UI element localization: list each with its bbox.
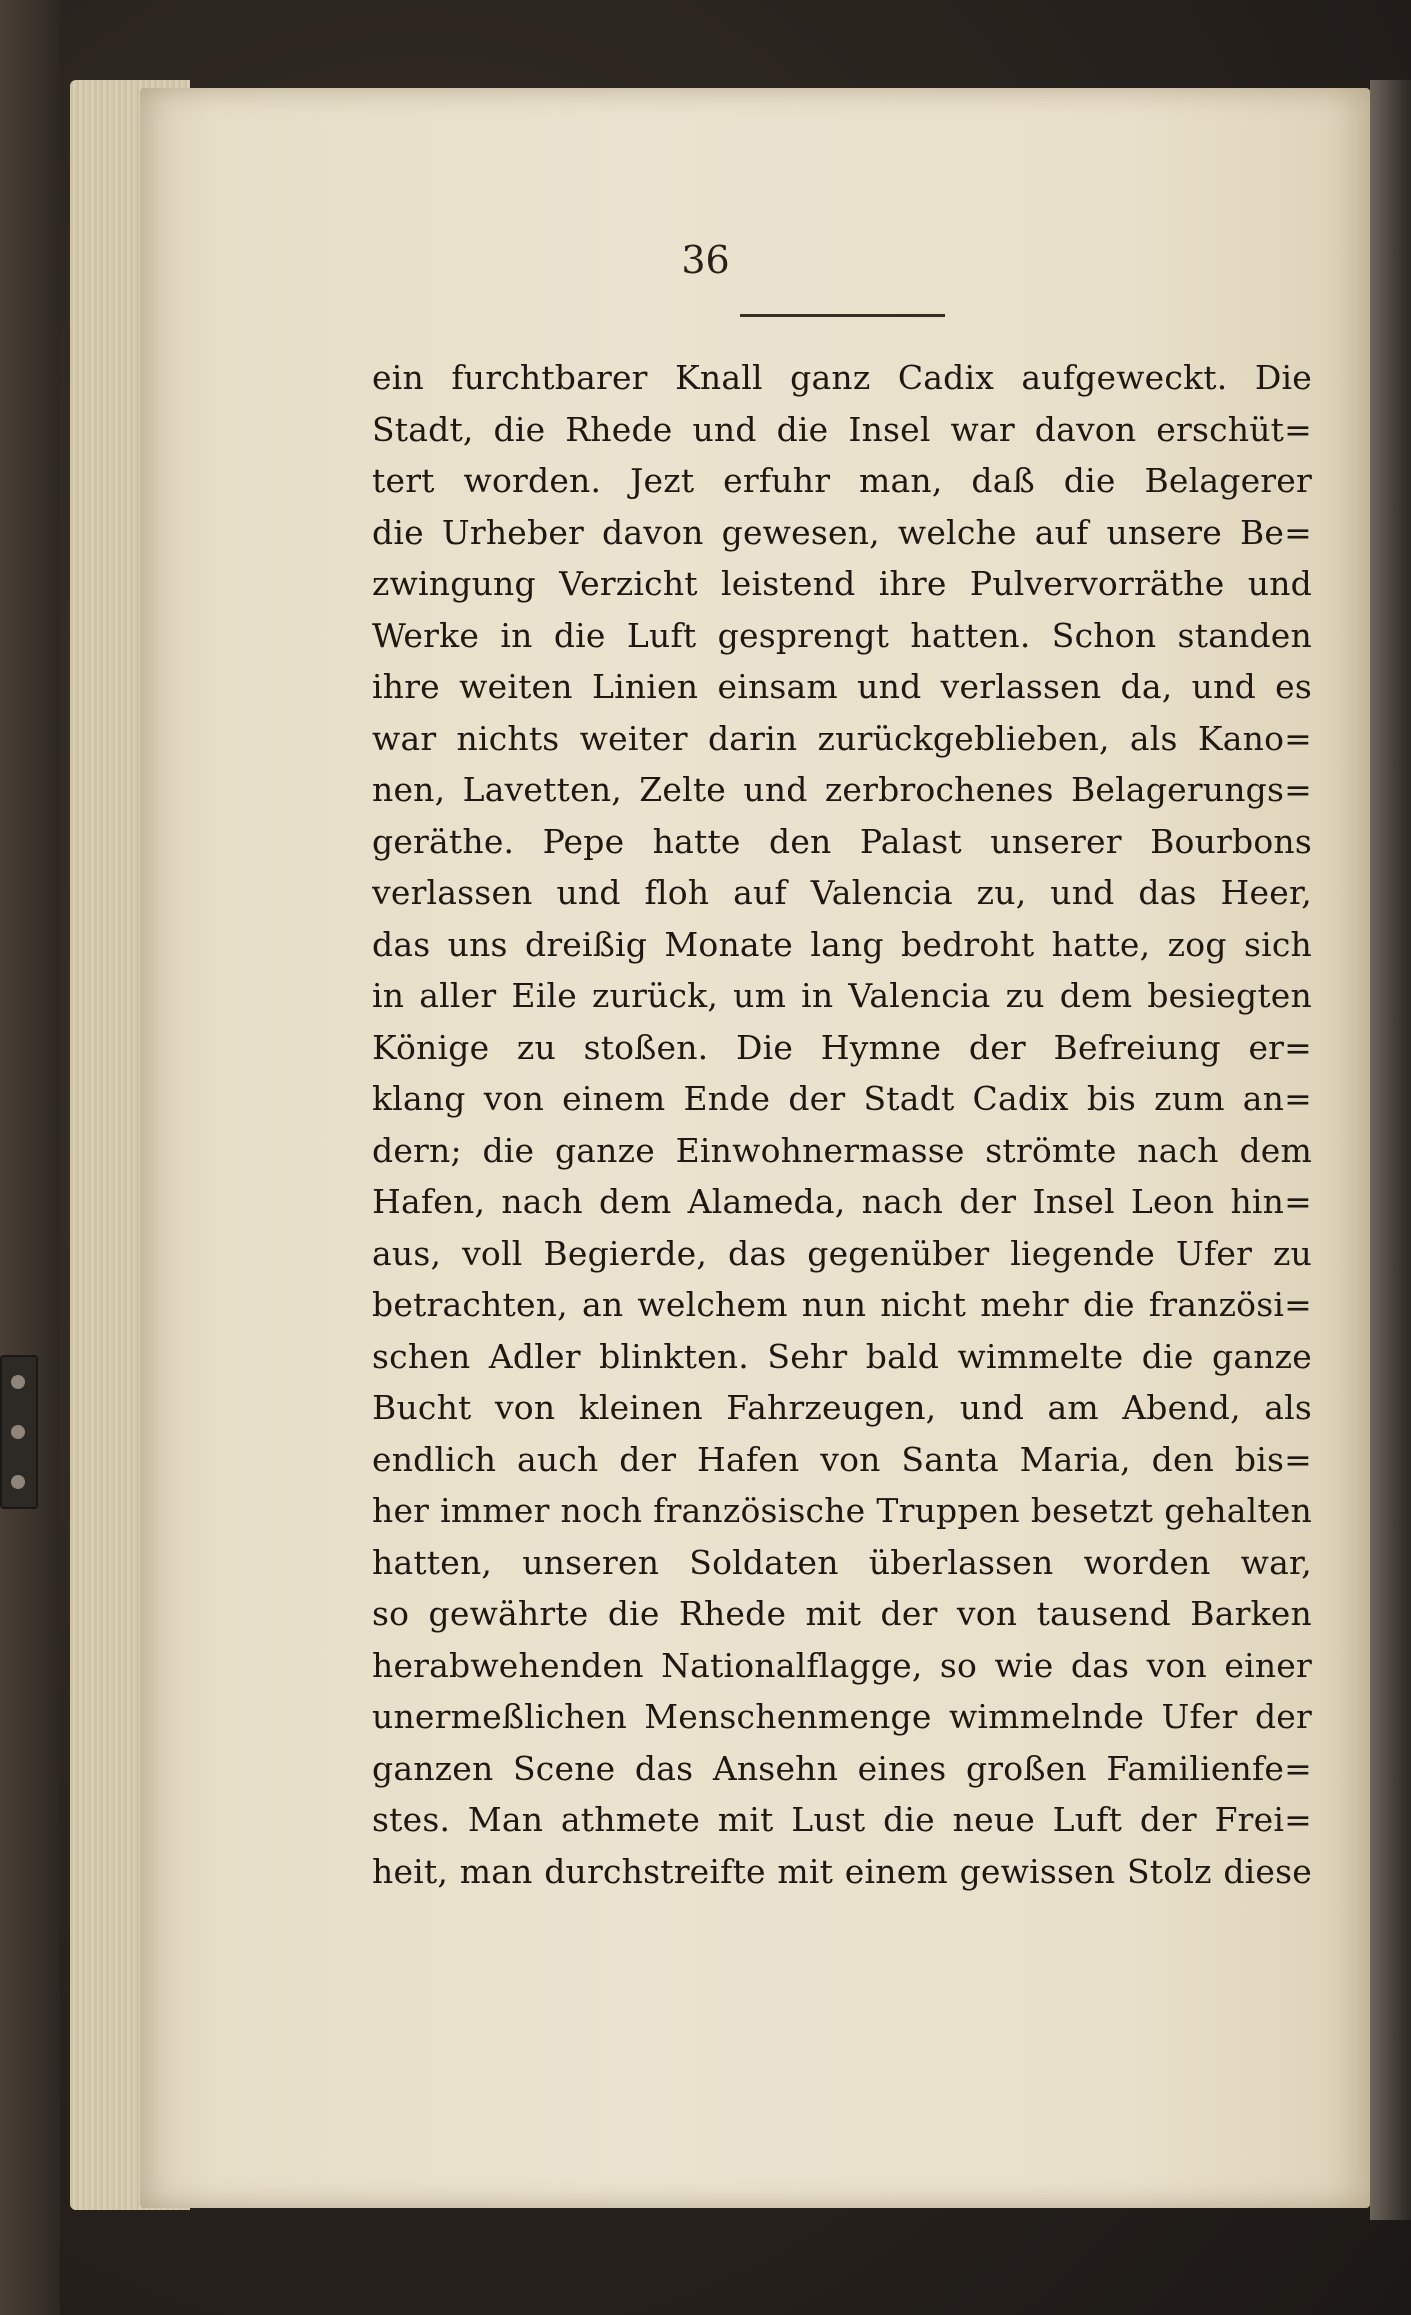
text-line: stes. Man athmete mit Lust die neue Luft der Frei=	[372, 1800, 1312, 1839]
page-number: 36	[681, 238, 730, 282]
text-line: in aller Eile zurück, um in Valencia zu dem besiegten	[372, 976, 1312, 1015]
text-line: nen, Lavetten, Zelte und zerbrochenes Belagerungs=	[372, 770, 1312, 809]
text-line: klang von einem Ende der Stadt Cadix bis zum an=	[372, 1079, 1312, 1118]
text-line: ihre weiten Linien einsam und verlassen da, und es	[372, 667, 1312, 706]
text-line: ganzen Scene das Ansehn eines großen Familienfe=	[372, 1748, 1312, 1788]
text-line: Hafen, nach dem Alameda, nach der Insel Leon hin=	[372, 1182, 1312, 1221]
text-line: Stadt, die Rhede und die Insel war davon erschüt=	[372, 409, 1312, 449]
text-line: tert worden. Jezt erfuhr man, daß die Belagerer	[372, 461, 1312, 500]
text-line: geräthe. Pepe hatte den Palast unserer Bourbons	[372, 821, 1312, 861]
text-line: verlassen und floh auf Valencia zu, und das Heer,	[372, 873, 1312, 912]
text-line: das uns dreißig Monate lang bedroht hatte, zog sich	[372, 924, 1312, 964]
text-line: die Urheber davon gewesen, welche auf unsere Be=	[372, 512, 1312, 552]
text-line: heit, man durchstreifte mit einem gewissen Stolz diese	[372, 1851, 1312, 1891]
text-line: her immer noch französische Truppen besetzt gehalten	[372, 1491, 1312, 1530]
text-line: herabwehenden Nationalflagge, so wie das von einer	[372, 1645, 1312, 1685]
text-line: endlich auch der Hafen von Santa Maria, den bis=	[372, 1439, 1312, 1479]
text-line: aus, voll Begierde, das gegenüber liegende Ufer zu	[372, 1233, 1312, 1273]
text-line: so gewährte die Rhede mit der von tausend Barken	[372, 1594, 1312, 1633]
body-text	[372, 352, 1312, 1897]
binding-clip	[0, 1355, 38, 1509]
text-line: Könige zu stoßen. Die Hymne der Befreiung er=	[372, 1027, 1312, 1067]
clip-rivet-icon	[11, 1375, 25, 1389]
text-line: Werke in die Luft gesprengt hatten. Schon standen	[372, 615, 1312, 655]
clip-rivet-icon	[11, 1425, 25, 1439]
header-rule	[740, 314, 945, 317]
text-line: dern; die ganze Einwohnermasse strömte nach dem	[372, 1130, 1312, 1170]
text-line: schen Adler blinkten. Sehr bald wimmelte die ganze	[372, 1336, 1312, 1376]
cover-edge	[0, 0, 60, 2315]
text-line: unermeßlichen Menschenmenge wimmelnde Ufer der	[372, 1697, 1312, 1736]
clip-rivet-icon	[11, 1475, 25, 1489]
text-line: hatten, unseren Soldaten überlassen worden war,	[372, 1542, 1312, 1582]
text-line: Bucht von kleinen Fahrzeugen, und am Abend, als	[372, 1388, 1312, 1427]
text-line: betrachten, an welchem nun nicht mehr die französi=	[372, 1285, 1312, 1324]
text-line: ein furchtbarer Knall ganz Cadix aufgeweckt. Die	[372, 358, 1312, 397]
right-gutter-shadow	[1370, 80, 1411, 2220]
text-line: zwingung Verzicht leistend ihre Pulvervorräthe und	[372, 564, 1312, 603]
text-line: war nichts weiter darin zurückgeblieben, als Kano=	[372, 718, 1312, 758]
